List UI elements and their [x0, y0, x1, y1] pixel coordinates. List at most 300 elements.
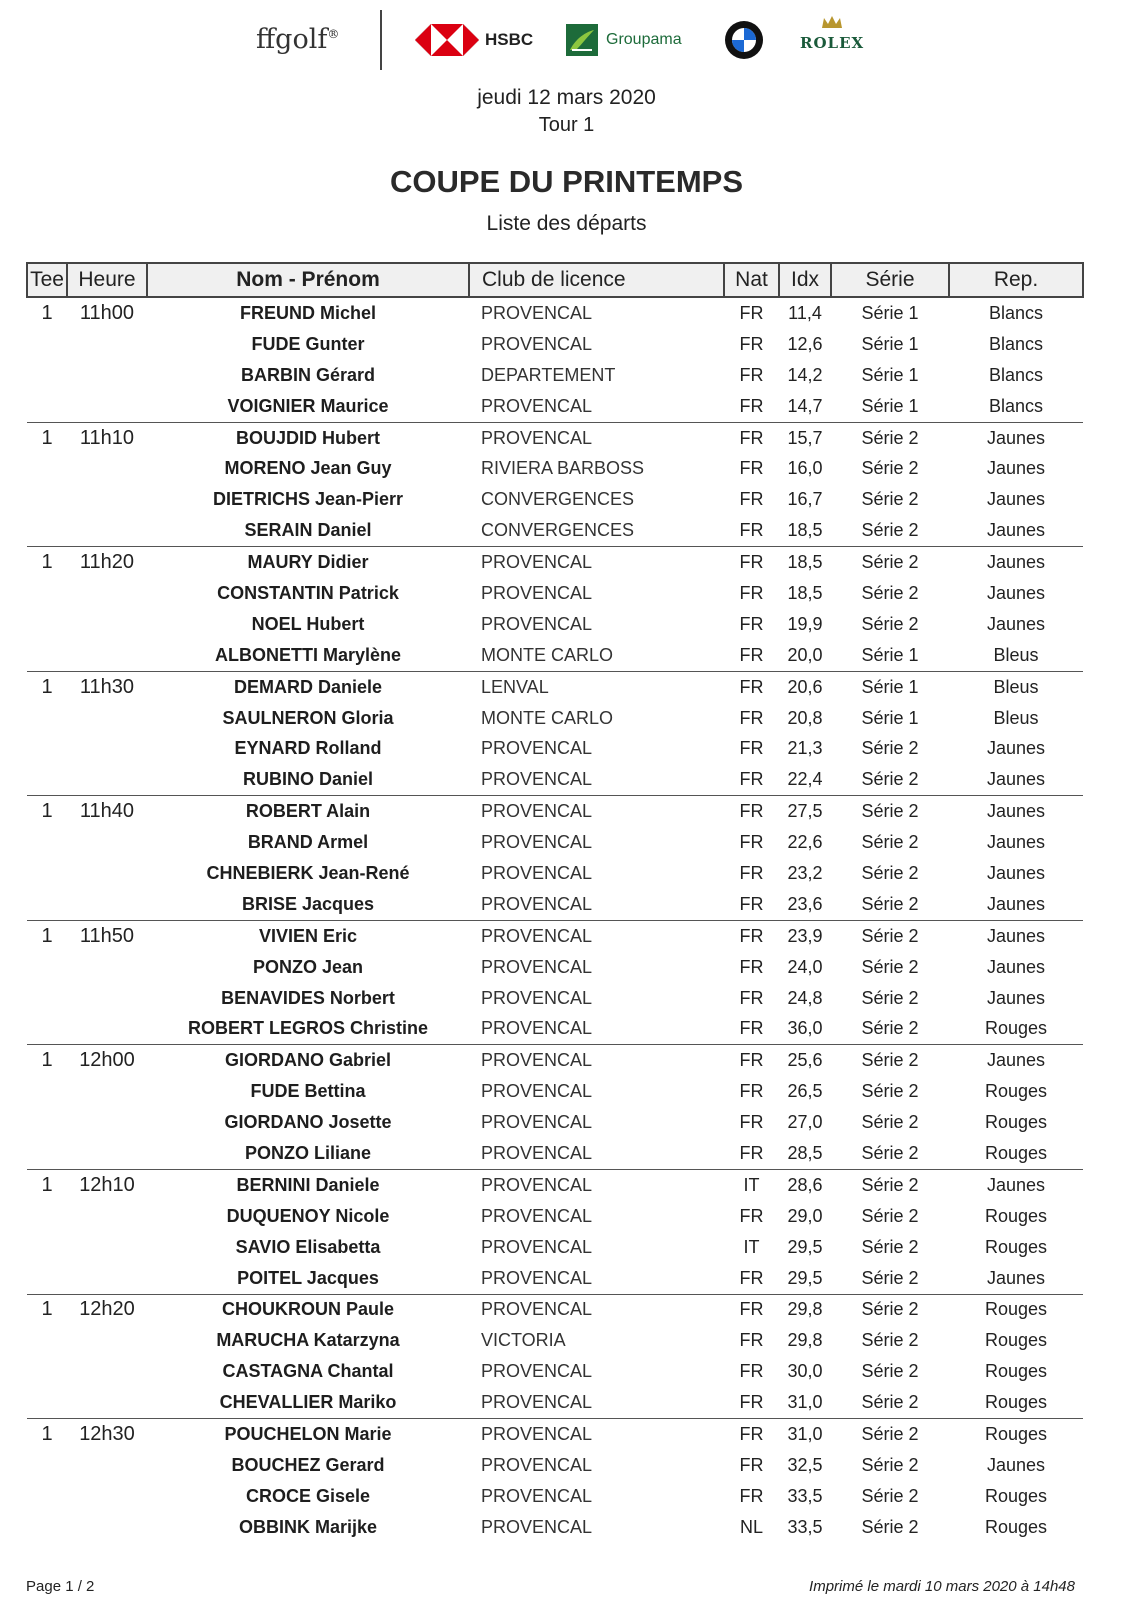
- tee-cell: [27, 1481, 67, 1512]
- tee-color-cell: Jaunes: [986, 769, 1046, 790]
- series-cell: Série 1: [861, 364, 919, 385]
- club-cell: PROVENCAL: [481, 956, 593, 977]
- nationality-cell: FR: [739, 582, 764, 603]
- table-row: [27, 609, 1083, 640]
- nationality-cell: FR: [739, 489, 764, 510]
- page-number: Page 1 / 2: [26, 1578, 95, 1595]
- table-row: [27, 827, 1083, 858]
- start-time-cell: [67, 1107, 147, 1138]
- handicap-index-cell: 26,5: [787, 1081, 823, 1102]
- series-cell: Série 2: [861, 1081, 919, 1102]
- club-cell: PROVENCAL: [469, 920, 724, 951]
- handicap-index-cell: 28,6: [779, 1169, 831, 1200]
- start-time-cell: [67, 360, 147, 391]
- player-name-cell: EYNARD Rolland: [234, 738, 382, 759]
- player-name-cell: ROBERT LEGROS Christine: [187, 1018, 429, 1039]
- handicap-index-cell: 15,7: [779, 422, 831, 453]
- table-row: [27, 1450, 1083, 1481]
- handicap-index-cell: 18,5: [779, 547, 831, 578]
- tee-cell: [27, 640, 67, 671]
- start-time-cell: [67, 1325, 147, 1356]
- start-time-cell: [67, 1387, 147, 1418]
- groupama-logo-text: Groupama: [606, 31, 682, 48]
- tee-cell: [27, 1232, 67, 1263]
- club-cell: PROVENCAL: [481, 582, 593, 603]
- start-time-cell: [67, 484, 147, 515]
- start-time-cell: 11h10: [67, 422, 147, 453]
- start-time-cell: [67, 889, 147, 920]
- nationality-cell: IT: [724, 1169, 779, 1200]
- table-row: [27, 764, 1083, 795]
- page-subtitle: Liste des départs: [486, 212, 647, 235]
- series-cell: Série 2: [861, 1454, 919, 1475]
- column-header-heure: Heure: [67, 263, 147, 297]
- handicap-index-cell: 32,5: [787, 1454, 823, 1475]
- tee-cell: [27, 1387, 67, 1418]
- player-name-cell: GIORDANO Gabriel: [147, 1045, 469, 1076]
- tee-color-cell: Rouges: [984, 1516, 1048, 1537]
- table-row: [27, 1325, 1083, 1356]
- tee-color-cell: Rouges: [949, 1294, 1083, 1325]
- player-name-cell: POITEL Jacques: [237, 1267, 379, 1288]
- tee-color-cell: Jaunes: [986, 956, 1046, 977]
- tee-cell: 1: [27, 1169, 67, 1200]
- page-title: COUPE DU PRINTEMPS: [389, 164, 744, 199]
- series-cell: Série 2: [861, 1485, 919, 1506]
- handicap-index-cell: 30,0: [787, 1361, 823, 1382]
- start-time-cell: [67, 578, 147, 609]
- club-cell: PROVENCAL: [469, 422, 724, 453]
- club-cell: PROVENCAL: [481, 1392, 593, 1413]
- nationality-cell: FR: [739, 862, 764, 883]
- series-cell: Série 2: [861, 956, 919, 977]
- start-time-cell: 11h20: [67, 547, 147, 578]
- nationality-cell: FR: [724, 1419, 779, 1450]
- series-cell: Série 2: [861, 613, 919, 634]
- player-name-cell: DUQUENOY Nicole: [226, 1205, 390, 1226]
- tee-cell: [27, 858, 67, 889]
- club-cell: PROVENCAL: [481, 862, 593, 883]
- tee-cell: [27, 609, 67, 640]
- nationality-cell: FR: [739, 1081, 764, 1102]
- bmw-roundel-icon: [724, 20, 764, 60]
- tee-cell: [27, 889, 67, 920]
- club-cell: PROVENCAL: [481, 1236, 593, 1257]
- club-cell: CONVERGENCES: [481, 520, 635, 541]
- tee-cell: [27, 1201, 67, 1232]
- tee-color-cell: Jaunes: [986, 520, 1046, 541]
- start-time-cell: [67, 1232, 147, 1263]
- tee-color-cell: Rouges: [949, 1419, 1083, 1450]
- column-header-idx: Idx: [779, 263, 831, 297]
- tee-color-cell: Bleus: [993, 707, 1039, 728]
- series-cell: Série 2: [831, 1419, 949, 1450]
- club-cell: PROVENCAL: [469, 547, 724, 578]
- handicap-index-cell: 18,5: [787, 520, 823, 541]
- tee-cell: [27, 360, 67, 391]
- player-name-cell: BARBIN Gérard: [240, 364, 376, 385]
- series-cell: Série 2: [861, 1267, 919, 1288]
- tee-cell: 1: [27, 547, 67, 578]
- player-name-cell: ALBONETTI Marylène: [214, 644, 402, 665]
- tee-cell: [27, 1356, 67, 1387]
- series-cell: Série 2: [861, 1330, 919, 1351]
- handicap-index-cell: 18,5: [787, 582, 823, 603]
- table-row: [27, 484, 1083, 515]
- tee-color-cell: Rouges: [984, 1330, 1048, 1351]
- nationality-cell: FR: [739, 333, 764, 354]
- tee-cell: 1: [27, 796, 67, 827]
- tee-color-cell: Rouges: [984, 1018, 1048, 1039]
- tee-cell: [27, 329, 67, 360]
- table-row: [27, 422, 1083, 453]
- start-list-body: [27, 297, 1083, 1543]
- start-time-cell: [67, 733, 147, 764]
- club-cell: DEPARTEMENT: [481, 364, 616, 385]
- table-row: [27, 547, 1083, 578]
- nationality-cell: FR: [739, 707, 764, 728]
- tee-cell: [27, 1107, 67, 1138]
- start-time-cell: [67, 1138, 147, 1169]
- handicap-index-cell: 22,6: [787, 832, 823, 853]
- nationality-cell: FR: [739, 1485, 764, 1506]
- tee-color-cell: Jaunes: [949, 1045, 1083, 1076]
- crown-icon: [820, 14, 844, 30]
- player-name-cell: BOUJDID Hubert: [147, 422, 469, 453]
- player-name-cell: ROBERT Alain: [147, 796, 469, 827]
- start-time-cell: [67, 1450, 147, 1481]
- nationality-cell: FR: [739, 893, 764, 914]
- column-header-tee: Tee: [27, 263, 67, 297]
- club-cell: PROVENCAL: [481, 893, 593, 914]
- start-time-cell: [67, 640, 147, 671]
- player-name-cell: RUBINO Daniel: [242, 769, 374, 790]
- tee-color-cell: Jaunes: [949, 796, 1083, 827]
- start-time-cell: [67, 453, 147, 484]
- tee-cell: [27, 484, 67, 515]
- tee-color-cell: Rouges: [984, 1392, 1048, 1413]
- tee-cell: [27, 391, 67, 422]
- player-name-cell: CHNEBIERK Jean-René: [206, 862, 410, 883]
- series-cell: Série 1: [831, 671, 949, 702]
- club-cell: PROVENCAL: [469, 1169, 724, 1200]
- player-name-cell: CHOUKROUN Paule: [147, 1294, 469, 1325]
- player-name-cell: BRAND Armel: [247, 832, 369, 853]
- player-name-cell: GIORDANO Josette: [224, 1112, 392, 1133]
- nationality-cell: FR: [739, 1392, 764, 1413]
- start-time-cell: 12h10: [67, 1169, 147, 1200]
- table-row: [27, 515, 1083, 546]
- club-cell: PROVENCAL: [481, 395, 593, 416]
- series-cell: Série 2: [861, 1361, 919, 1382]
- tee-cell: [27, 453, 67, 484]
- start-time-cell: [67, 329, 147, 360]
- nationality-cell: NL: [739, 1516, 763, 1537]
- tee-color-cell: Jaunes: [986, 987, 1046, 1008]
- start-time-cell: [67, 1356, 147, 1387]
- series-cell: Série 2: [861, 769, 919, 790]
- handicap-index-cell: 29,8: [787, 1330, 823, 1351]
- rolex-logo: [800, 14, 864, 52]
- tee-cell: 1: [27, 1294, 67, 1325]
- player-name-cell: BOUCHEZ Gerard: [231, 1454, 385, 1475]
- player-name-cell: MAURY Didier: [147, 547, 469, 578]
- club-cell: PROVENCAL: [481, 1516, 593, 1537]
- nationality-cell: FR: [739, 613, 764, 634]
- player-name-cell: VOIGNIER Maurice: [227, 395, 389, 416]
- table-row: [27, 1481, 1083, 1512]
- table-row: [27, 1013, 1083, 1044]
- tee-cell: [27, 733, 67, 764]
- table-row: [27, 1294, 1083, 1325]
- nationality-cell: FR: [739, 1267, 764, 1288]
- tee-color-cell: Jaunes: [986, 862, 1046, 883]
- table-row: [27, 1045, 1083, 1076]
- club-cell: PROVENCAL: [469, 796, 724, 827]
- nationality-cell: FR: [739, 458, 764, 479]
- start-time-cell: [67, 1512, 147, 1543]
- table-row: [27, 952, 1083, 983]
- table-header-row: [27, 263, 1083, 297]
- hsbc-hexagon-icon: [415, 24, 479, 56]
- nationality-cell: FR: [739, 1018, 764, 1039]
- club-cell: PROVENCAL: [481, 613, 593, 634]
- rolex-logo-text: ROLEX: [800, 34, 865, 52]
- event-round: Tour 1: [538, 114, 595, 136]
- series-cell: Série 2: [831, 1045, 949, 1076]
- series-cell: Série 2: [861, 1142, 919, 1163]
- handicap-index-cell: 29,0: [787, 1205, 823, 1226]
- nationality-cell: FR: [724, 1294, 779, 1325]
- tee-cell: 1: [41, 301, 53, 324]
- table-row: [27, 360, 1083, 391]
- table-row: [27, 889, 1083, 920]
- club-cell: PROVENCAL: [481, 333, 593, 354]
- start-time-cell: [67, 983, 147, 1014]
- tee-cell: [27, 1450, 67, 1481]
- start-time-cell: 11h40: [67, 796, 147, 827]
- handicap-index-cell: 14,2: [787, 364, 823, 385]
- nationality-cell: FR: [739, 302, 764, 323]
- table-row: [27, 297, 1083, 329]
- series-cell: Série 2: [861, 987, 919, 1008]
- handicap-index-cell: 33,5: [787, 1485, 823, 1506]
- table-row: [27, 1387, 1083, 1418]
- series-cell: Série 2: [861, 893, 919, 914]
- handicap-index-cell: 25,6: [779, 1045, 831, 1076]
- start-time-cell: [67, 391, 147, 422]
- table-row: [27, 1169, 1083, 1200]
- start-time-cell: [67, 609, 147, 640]
- start-time-cell: 12h30: [67, 1419, 147, 1450]
- table-row: [27, 391, 1083, 422]
- tee-color-cell: Jaunes: [949, 920, 1083, 951]
- series-cell: Série 2: [831, 547, 949, 578]
- player-name-cell: BRISE Jacques: [241, 893, 375, 914]
- club-cell: MONTE CARLO: [481, 707, 614, 728]
- handicap-index-cell: 28,5: [787, 1142, 823, 1163]
- start-time-cell: [67, 764, 147, 795]
- tee-cell: [27, 703, 67, 734]
- nationality-cell: FR: [739, 644, 764, 665]
- tee-color-cell: Rouges: [984, 1361, 1048, 1382]
- table-row: [27, 671, 1083, 702]
- club-cell: PROVENCAL: [481, 738, 593, 759]
- series-cell: Série 2: [861, 862, 919, 883]
- handicap-index-cell: 20,6: [779, 671, 831, 702]
- start-time-cell: [67, 1076, 147, 1107]
- series-cell: Série 2: [861, 1018, 919, 1039]
- nationality-cell: FR: [739, 1112, 764, 1133]
- tee-color-cell: Jaunes: [986, 893, 1046, 914]
- tee-cell: [27, 764, 67, 795]
- tee-color-cell: Rouges: [984, 1205, 1048, 1226]
- start-time-cell: 11h30: [67, 671, 147, 702]
- club-cell: PROVENCAL: [481, 832, 593, 853]
- handicap-index-cell: 31,0: [787, 1392, 823, 1413]
- tee-cell: 1: [27, 1045, 67, 1076]
- tee-cell: [27, 952, 67, 983]
- handicap-index-cell: 23,2: [787, 862, 823, 883]
- handicap-index-cell: 11,4: [788, 302, 822, 323]
- table-row: [27, 1076, 1083, 1107]
- nationality-cell: FR: [724, 422, 779, 453]
- handicap-index-cell: 24,0: [787, 956, 823, 977]
- handicap-index-cell: 23,9: [779, 920, 831, 951]
- tee-color-cell: Bleus: [993, 644, 1039, 665]
- tee-color-cell: Jaunes: [986, 489, 1046, 510]
- club-cell: LENVAL: [469, 671, 724, 702]
- club-cell: PROVENCAL: [481, 1081, 593, 1102]
- tee-color-cell: Jaunes: [949, 422, 1083, 453]
- club-cell: PROVENCAL: [481, 1142, 593, 1163]
- club-cell: CONVERGENCES: [481, 489, 635, 510]
- player-name-cell: POUCHELON Marie: [147, 1419, 469, 1450]
- player-name-cell: BERNINI Daniele: [147, 1169, 469, 1200]
- column-header-rep: Rep.: [949, 263, 1083, 297]
- tee-cell: [27, 1076, 67, 1107]
- nationality-cell: FR: [724, 1045, 779, 1076]
- tee-cell: [27, 1325, 67, 1356]
- table-row: [27, 453, 1083, 484]
- player-name-cell: DEMARD Daniele: [147, 671, 469, 702]
- club-cell: MONTE CARLO: [481, 644, 614, 665]
- series-cell: Série 2: [861, 1205, 919, 1226]
- start-time-cell: 11h00: [79, 301, 135, 324]
- series-cell: Série 2: [861, 1112, 919, 1133]
- hsbc-logo: [415, 24, 533, 56]
- series-cell: Série 2: [861, 1516, 919, 1537]
- handicap-index-cell: 27,5: [779, 796, 831, 827]
- series-cell: Série 2: [861, 458, 919, 479]
- series-cell: Série 2: [861, 738, 919, 759]
- tee-color-cell: Jaunes: [949, 1169, 1083, 1200]
- nationality-cell: FR: [739, 987, 764, 1008]
- tee-cell: [27, 983, 67, 1014]
- series-cell: Série 2: [831, 422, 949, 453]
- handicap-index-cell: 14,7: [787, 395, 823, 416]
- club-cell: PROVENCAL: [481, 1267, 593, 1288]
- start-time-cell: 11h50: [67, 920, 147, 951]
- groupama-leaf-icon: [566, 24, 598, 56]
- club-cell: PROVENCAL: [481, 302, 593, 323]
- handicap-index-cell: 29,5: [787, 1267, 823, 1288]
- series-cell: Série 1: [861, 395, 919, 416]
- player-name-cell: VIVIEN Eric: [147, 920, 469, 951]
- handicap-index-cell: 12,6: [787, 333, 823, 354]
- handicap-index-cell: 23,6: [787, 893, 823, 914]
- nationality-cell: FR: [739, 1205, 764, 1226]
- table-row: [27, 1201, 1083, 1232]
- tee-cell: [27, 1512, 67, 1543]
- club-cell: PROVENCAL: [481, 1205, 593, 1226]
- handicap-index-cell: 29,5: [787, 1236, 823, 1257]
- tee-color-cell: Blancs: [988, 364, 1044, 385]
- club-cell: PROVENCAL: [481, 1485, 593, 1506]
- handicap-index-cell: 21,3: [787, 738, 823, 759]
- start-time-cell: [67, 858, 147, 889]
- tee-cell: [27, 827, 67, 858]
- player-name-cell: SAULNERON Gloria: [222, 707, 394, 728]
- tee-cell: [27, 578, 67, 609]
- player-name-cell: FUDE Bettina: [250, 1081, 366, 1102]
- player-name-cell: SAVIO Elisabetta: [235, 1236, 381, 1257]
- handicap-index-cell: 24,8: [787, 987, 823, 1008]
- club-cell: PROVENCAL: [469, 1419, 724, 1450]
- tee-color-cell: Jaunes: [986, 738, 1046, 759]
- handicap-index-cell: 27,0: [787, 1112, 823, 1133]
- ffgolf-logo-text: ffgolf: [256, 24, 328, 55]
- handicap-index-cell: 16,0: [787, 458, 823, 479]
- nationality-cell: FR: [739, 956, 764, 977]
- nationality-cell: FR: [739, 832, 764, 853]
- handicap-index-cell: 31,0: [779, 1419, 831, 1450]
- player-name-cell: OBBINK Marijke: [238, 1516, 378, 1537]
- column-header-serie: Série: [831, 263, 949, 297]
- player-name-cell: FREUND Michel: [239, 302, 376, 323]
- nationality-cell: FR: [739, 738, 764, 759]
- club-cell: PROVENCAL: [481, 769, 593, 790]
- series-cell: Série 2: [861, 520, 919, 541]
- handicap-index-cell: 20,0: [787, 644, 823, 665]
- table-row: [27, 1263, 1083, 1294]
- tee-cell: 1: [27, 1419, 67, 1450]
- series-cell: Série 1: [861, 644, 919, 665]
- table-row: [27, 733, 1083, 764]
- hsbc-logo-text: HSBC: [485, 30, 534, 49]
- tee-cell: 1: [27, 422, 67, 453]
- table-row: [27, 983, 1083, 1014]
- nationality-cell: FR: [724, 920, 779, 951]
- tee-color-cell: Jaunes: [986, 458, 1046, 479]
- tee-color-cell: Bleus: [949, 671, 1083, 702]
- table-row: [27, 329, 1083, 360]
- player-name-cell: CHEVALLIER Mariko: [219, 1392, 397, 1413]
- tee-cell: 1: [27, 671, 67, 702]
- column-header-nom: Nom - Prénom: [147, 263, 469, 297]
- player-name-cell: CROCE Gisele: [245, 1485, 371, 1506]
- tee-color-cell: Blancs: [988, 333, 1044, 354]
- logo-divider: [380, 10, 382, 70]
- tee-color-cell: Blancs: [988, 302, 1044, 323]
- table-row: [27, 1107, 1083, 1138]
- handicap-index-cell: 33,5: [787, 1516, 823, 1537]
- handicap-index-cell: 22,4: [787, 769, 823, 790]
- table-row: [27, 1232, 1083, 1263]
- nationality-cell: FR: [724, 671, 779, 702]
- series-cell: Série 1: [861, 333, 919, 354]
- table-row: [27, 640, 1083, 671]
